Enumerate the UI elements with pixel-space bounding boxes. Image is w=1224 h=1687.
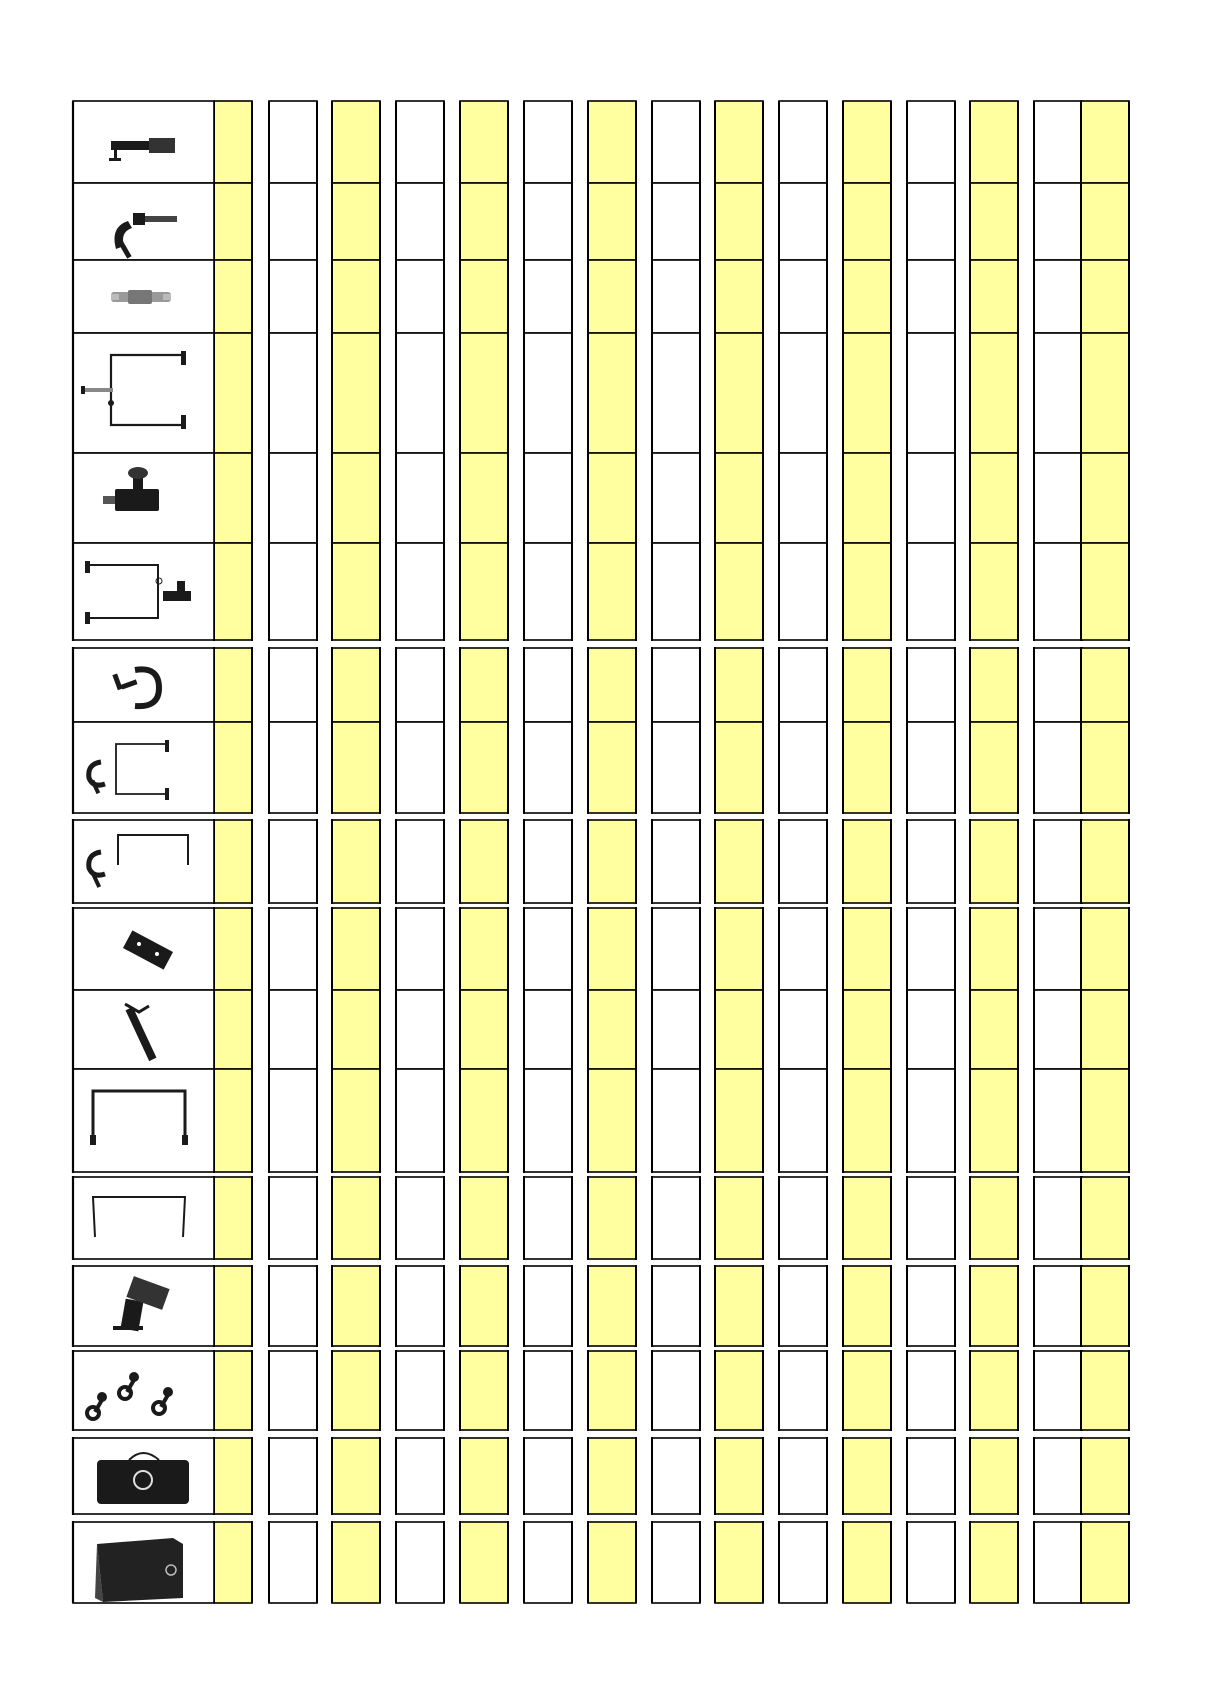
quantity-cell[interactable] [269,990,317,1069]
quantity-cell[interactable] [907,820,955,903]
quantity-cell[interactable] [907,722,955,813]
quantity-cell[interactable] [588,908,636,990]
block-gap [60,814,1140,819]
quantity-cell[interactable] [843,648,891,722]
quantity-column-11 [843,101,891,1603]
quantity-column-9 [715,101,763,1603]
quantity-cell[interactable] [460,453,508,543]
quantity-cell[interactable] [460,1266,508,1346]
quantity-cell[interactable] [715,1266,763,1346]
quantity-cell[interactable] [1081,1438,1129,1514]
quantity-cell[interactable] [779,820,827,903]
quantity-cell[interactable] [524,990,572,1069]
quantity-cell[interactable] [1081,543,1129,640]
quantity-cell[interactable] [332,1438,380,1514]
quantity-cell[interactable] [588,1351,636,1430]
quantity-cell[interactable] [396,1438,444,1514]
quantity-cell[interactable] [779,333,827,453]
quantity-cell[interactable] [907,1522,955,1603]
quantity-cell[interactable] [396,908,444,990]
quantity-cell[interactable] [588,1266,636,1346]
quantity-cell[interactable] [779,183,827,260]
quantity-cell[interactable] [524,101,572,183]
quantity-cell[interactable] [715,648,763,722]
quantity-cell[interactable] [460,1069,508,1172]
quantity-column-3 [332,101,380,1603]
quantity-cell[interactable] [332,648,380,722]
quantity-cell[interactable] [332,183,380,260]
quantity-cell[interactable] [214,453,252,543]
quantity-cell[interactable] [843,260,891,333]
quantity-cell[interactable] [652,1266,700,1346]
quantity-cell[interactable] [907,183,955,260]
quantity-cell[interactable] [460,260,508,333]
quantity-cell[interactable] [970,183,1018,260]
quantity-cell[interactable] [843,1438,891,1514]
quantity-cell[interactable] [715,260,763,333]
block-gap [60,1260,1140,1265]
quantity-cell[interactable] [524,543,572,640]
product-image-cell [73,722,214,813]
quantity-cell[interactable] [779,908,827,990]
block-gap [60,1347,1140,1350]
quantity-cell[interactable] [1034,1177,1082,1259]
quantity-cell[interactable] [460,1351,508,1430]
quantity-cell[interactable] [1081,648,1129,722]
quantity-cell[interactable] [970,1351,1018,1430]
quantity-cell[interactable] [524,1438,572,1514]
quantity-cell[interactable] [715,543,763,640]
quantity-cell[interactable] [779,101,827,183]
quantity-cell[interactable] [214,1438,252,1514]
quantity-cell[interactable] [214,990,252,1069]
quantity-cell[interactable] [269,722,317,813]
quantity-cell[interactable] [396,1522,444,1603]
quantity-cell[interactable] [970,908,1018,990]
quantity-column-7 [588,101,636,1603]
quantity-cell[interactable] [652,722,700,813]
quantity-cell[interactable] [907,990,955,1069]
quantity-cell[interactable] [1034,183,1082,260]
quantity-cell[interactable] [396,1177,444,1259]
quantity-cell[interactable] [332,260,380,333]
quantity-cell[interactable] [970,1266,1018,1346]
quantity-cell[interactable] [214,183,252,260]
block-gap [60,1173,1140,1176]
quantity-cell[interactable] [460,1522,508,1603]
quantity-cell[interactable] [396,183,444,260]
quantity-cell[interactable] [843,1351,891,1430]
quantity-cell[interactable] [1081,333,1129,453]
quantity-cell[interactable] [1034,453,1082,543]
quantity-cell[interactable] [396,1069,444,1172]
quantity-cell[interactable] [588,453,636,543]
quantity-cell[interactable] [715,722,763,813]
quantity-cell[interactable] [1034,1522,1082,1603]
quantity-cell[interactable] [332,990,380,1069]
quantity-cell[interactable] [332,1351,380,1430]
quantity-column-8 [652,101,700,1603]
quantity-cell[interactable] [1081,722,1129,813]
quantity-cell[interactable] [843,333,891,453]
quantity-cell[interactable] [715,1177,763,1259]
quantity-cell[interactable] [524,453,572,543]
quantity-cell[interactable] [843,820,891,903]
quantity-cell[interactable] [1081,1177,1129,1259]
quantity-cell[interactable] [214,1177,252,1259]
quantity-cell[interactable] [652,1438,700,1514]
quantity-cell[interactable] [907,1266,955,1346]
quantity-cell[interactable] [214,722,252,813]
quantity-cell[interactable] [970,543,1018,640]
quantity-cell[interactable] [1034,260,1082,333]
quantity-cell[interactable] [524,1522,572,1603]
quantity-cell[interactable] [970,1069,1018,1172]
quantity-cell[interactable] [652,101,700,183]
quantity-cell[interactable] [332,333,380,453]
quantity-cell[interactable] [843,453,891,543]
quantity-cell[interactable] [460,333,508,453]
quantity-cell[interactable] [588,1177,636,1259]
quantity-cell[interactable] [843,1266,891,1346]
quantity-cell[interactable] [269,1177,317,1259]
quantity-cell[interactable] [269,1438,317,1514]
quantity-cell[interactable] [214,1266,252,1346]
quantity-cell[interactable] [588,333,636,453]
quantity-cell[interactable] [715,1522,763,1603]
quantity-cell[interactable] [843,990,891,1069]
quantity-cell[interactable] [524,1177,572,1259]
quantity-cell[interactable] [396,648,444,722]
quantity-cell[interactable] [332,453,380,543]
quantity-cell[interactable] [269,101,317,183]
quantity-cell[interactable] [652,1522,700,1603]
quantity-cell[interactable] [524,333,572,453]
quantity-cell[interactable] [907,1177,955,1259]
quantity-cell[interactable] [970,820,1018,903]
quantity-cell[interactable] [715,908,763,990]
quantity-cell[interactable] [1034,1069,1082,1172]
quantity-cell[interactable] [396,722,444,813]
quantity-cell[interactable] [460,543,508,640]
quantity-cell[interactable] [1034,101,1082,183]
quantity-cell[interactable] [652,453,700,543]
quantity-cell[interactable] [460,183,508,260]
quantity-cell[interactable] [970,260,1018,333]
quantity-cell[interactable] [652,1069,700,1172]
quantity-cell[interactable] [524,648,572,722]
block-gap [60,1431,1140,1437]
quantity-cell[interactable] [907,648,955,722]
quantity-cell[interactable] [970,1438,1018,1514]
product-image-cell [73,820,214,903]
quantity-cell[interactable] [1081,1069,1129,1172]
quantity-cell[interactable] [843,722,891,813]
quantity-cell[interactable] [588,1069,636,1172]
quantity-cell[interactable] [1081,820,1129,903]
quantity-cell[interactable] [715,820,763,903]
quantity-cell[interactable] [779,722,827,813]
quantity-cell[interactable] [779,1522,827,1603]
quantity-cell[interactable] [332,1266,380,1346]
quantity-cell[interactable] [214,1069,252,1172]
quantity-cell[interactable] [1034,990,1082,1069]
quantity-column-15 [1081,101,1129,1603]
quantity-cell[interactable] [269,1351,317,1430]
spigot-connector-icon [111,290,171,304]
quantity-cell[interactable] [332,820,380,903]
quantity-cell[interactable] [269,1266,317,1346]
quantity-cell[interactable] [843,908,891,990]
quantity-cell[interactable] [269,260,317,333]
quantity-cell[interactable] [588,183,636,260]
quantity-cell[interactable] [843,1069,891,1172]
quantity-cell[interactable] [1081,453,1129,543]
quantity-cell[interactable] [524,1351,572,1430]
quantity-cell[interactable] [460,990,508,1069]
quantity-cell[interactable] [214,260,252,333]
quantity-cell[interactable] [1034,820,1082,903]
quantity-cell[interactable] [652,183,700,260]
quantity-cell[interactable] [332,722,380,813]
quantity-cell[interactable] [779,1177,827,1259]
quantity-cell[interactable] [843,183,891,260]
quantity-cell[interactable] [1081,183,1129,260]
quantity-cell[interactable] [332,543,380,640]
quantity-cell[interactable] [332,101,380,183]
quantity-cell[interactable] [396,1351,444,1430]
quantity-cell[interactable] [652,648,700,722]
quantity-cell[interactable] [588,820,636,903]
quantity-cell[interactable] [715,1351,763,1430]
quantity-cell[interactable] [715,990,763,1069]
quantity-cell[interactable] [1081,1351,1129,1430]
product-image-cell [73,990,214,1069]
quantity-cell[interactable] [907,543,955,640]
quantity-cell[interactable] [1081,1522,1129,1603]
quantity-cell[interactable] [652,333,700,453]
quantity-cell[interactable] [1034,1438,1082,1514]
quantity-cell[interactable] [460,1438,508,1514]
quantity-cell[interactable] [1034,908,1082,990]
quantity-cell[interactable] [269,1069,317,1172]
quantity-column-5 [460,101,508,1603]
quantity-cell[interactable] [715,101,763,183]
quantity-cell[interactable] [588,260,636,333]
quantity-cell[interactable] [970,722,1018,813]
quantity-cell[interactable] [269,820,317,903]
quantity-cell[interactable] [588,722,636,813]
quantity-cell[interactable] [1081,260,1129,333]
quantity-cell[interactable] [1081,908,1129,990]
quantity-cell[interactable] [269,543,317,640]
quantity-cell[interactable] [1081,1266,1129,1346]
quantity-cell[interactable] [588,101,636,183]
quantity-cell[interactable] [460,820,508,903]
quantity-cell[interactable] [396,333,444,453]
quantity-cell[interactable] [970,453,1018,543]
quantity-cell[interactable] [779,1266,827,1346]
quantity-cell[interactable] [1034,648,1082,722]
quantity-cell[interactable] [715,1438,763,1514]
quantity-cell[interactable] [269,1522,317,1603]
block-gap [60,641,1140,647]
quantity-cell[interactable] [396,990,444,1069]
quantity-cell[interactable] [907,101,955,183]
quantity-cell[interactable] [1034,543,1082,640]
speaker-cabinet-icon [95,1538,183,1602]
quantity-cell[interactable] [907,908,955,990]
quantity-cell[interactable] [779,1438,827,1514]
quantity-cell[interactable] [588,1438,636,1514]
quantity-cell[interactable] [843,1177,891,1259]
quantity-cell[interactable] [396,260,444,333]
quantity-cell[interactable] [1081,990,1129,1069]
quantity-cell[interactable] [460,1177,508,1259]
product-image-cell [73,543,214,640]
quantity-cell[interactable] [524,1069,572,1172]
quantity-cell[interactable] [970,333,1018,453]
quantity-cell[interactable] [779,543,827,640]
block-gap [60,904,1140,907]
quantity-cell[interactable] [843,101,891,183]
quantity-cell[interactable] [396,820,444,903]
quantity-cell[interactable] [214,1522,252,1603]
quantity-cell[interactable] [214,333,252,453]
quantity-column-14 [1034,101,1082,1603]
product-image-cell [73,333,214,453]
quantity-cell[interactable] [652,1177,700,1259]
quantity-cell[interactable] [907,260,955,333]
quantity-cell[interactable] [524,1266,572,1346]
quantity-cell[interactable] [524,908,572,990]
quantity-cell[interactable] [970,1177,1018,1259]
quantity-cell[interactable] [715,1069,763,1172]
quantity-cell[interactable] [332,1522,380,1603]
quantity-cell[interactable] [269,648,317,722]
quantity-column-1 [214,101,252,1603]
quantity-cell[interactable] [652,908,700,990]
quantity-cell[interactable] [652,260,700,333]
quantity-column-12 [907,101,955,1603]
quantity-cell[interactable] [1034,1351,1082,1430]
quantity-cell[interactable] [269,908,317,990]
quantity-cell[interactable] [779,453,827,543]
quantity-cell[interactable] [779,260,827,333]
quantity-cell[interactable] [214,908,252,990]
quantity-cell[interactable] [524,820,572,903]
quantity-cell[interactable] [269,183,317,260]
quantity-cell[interactable] [396,101,444,183]
quantity-cell[interactable] [214,543,252,640]
quantity-cell[interactable] [214,648,252,722]
quantity-cell[interactable] [715,333,763,453]
quantity-cell[interactable] [970,1522,1018,1603]
quantity-cell[interactable] [652,990,700,1069]
quantity-cell[interactable] [907,333,955,453]
quantity-cell[interactable] [332,1069,380,1172]
quantity-cell[interactable] [779,1069,827,1172]
quantity-cell[interactable] [524,183,572,260]
quantity-cell[interactable] [396,543,444,640]
quantity-cell[interactable] [332,1177,380,1259]
quantity-cell[interactable] [588,648,636,722]
quantity-cell[interactable] [907,1069,955,1172]
quantity-cell[interactable] [907,1351,955,1430]
quantity-cell[interactable] [1034,1266,1082,1346]
quantity-cell[interactable] [588,543,636,640]
quantity-column-4 [396,101,444,1603]
quantity-cell[interactable] [970,648,1018,722]
quantity-cell[interactable] [269,333,317,453]
quantity-cell[interactable] [524,722,572,813]
quantity-cell[interactable] [779,1351,827,1430]
quantity-cell[interactable] [1034,722,1082,813]
quantity-column-10 [779,101,827,1603]
quantity-cell[interactable] [214,1351,252,1430]
quantity-cell[interactable] [970,990,1018,1069]
carry-bag-icon [97,1453,189,1504]
quantity-column-6 [524,101,572,1603]
product-image-cell [73,1266,214,1346]
quantity-cell[interactable] [1081,101,1129,183]
quantity-cell[interactable] [1034,333,1082,453]
block-gap [60,1515,1140,1521]
quantity-column-2 [269,101,317,1603]
quantity-cell[interactable] [715,183,763,260]
quantity-cell[interactable] [779,648,827,722]
quantity-cell[interactable] [460,101,508,183]
quantity-cell[interactable] [715,453,763,543]
quantity-cell[interactable] [588,990,636,1069]
quantity-cell[interactable] [460,908,508,990]
quantity-cell[interactable] [588,1522,636,1603]
quantity-column-13 [970,101,1018,1603]
quantity-cell[interactable] [652,820,700,903]
quantity-cell[interactable] [907,453,955,543]
quantity-cell[interactable] [779,990,827,1069]
quantity-cell[interactable] [970,101,1018,183]
quantity-cell[interactable] [214,820,252,903]
quantity-cell[interactable] [269,453,317,543]
quantity-cell[interactable] [332,908,380,990]
product-image-cell [73,648,214,722]
quantity-cell[interactable] [843,543,891,640]
quantity-cell[interactable] [524,260,572,333]
quantity-cell[interactable] [460,722,508,813]
quantity-cell[interactable] [460,648,508,722]
quantity-cell[interactable] [652,1351,700,1430]
quantity-cell[interactable] [396,1266,444,1346]
quantity-cell[interactable] [214,101,252,183]
quantity-cell[interactable] [907,1438,955,1514]
quantity-cell[interactable] [843,1522,891,1603]
quantity-cell[interactable] [396,453,444,543]
quantity-cell[interactable] [652,543,700,640]
